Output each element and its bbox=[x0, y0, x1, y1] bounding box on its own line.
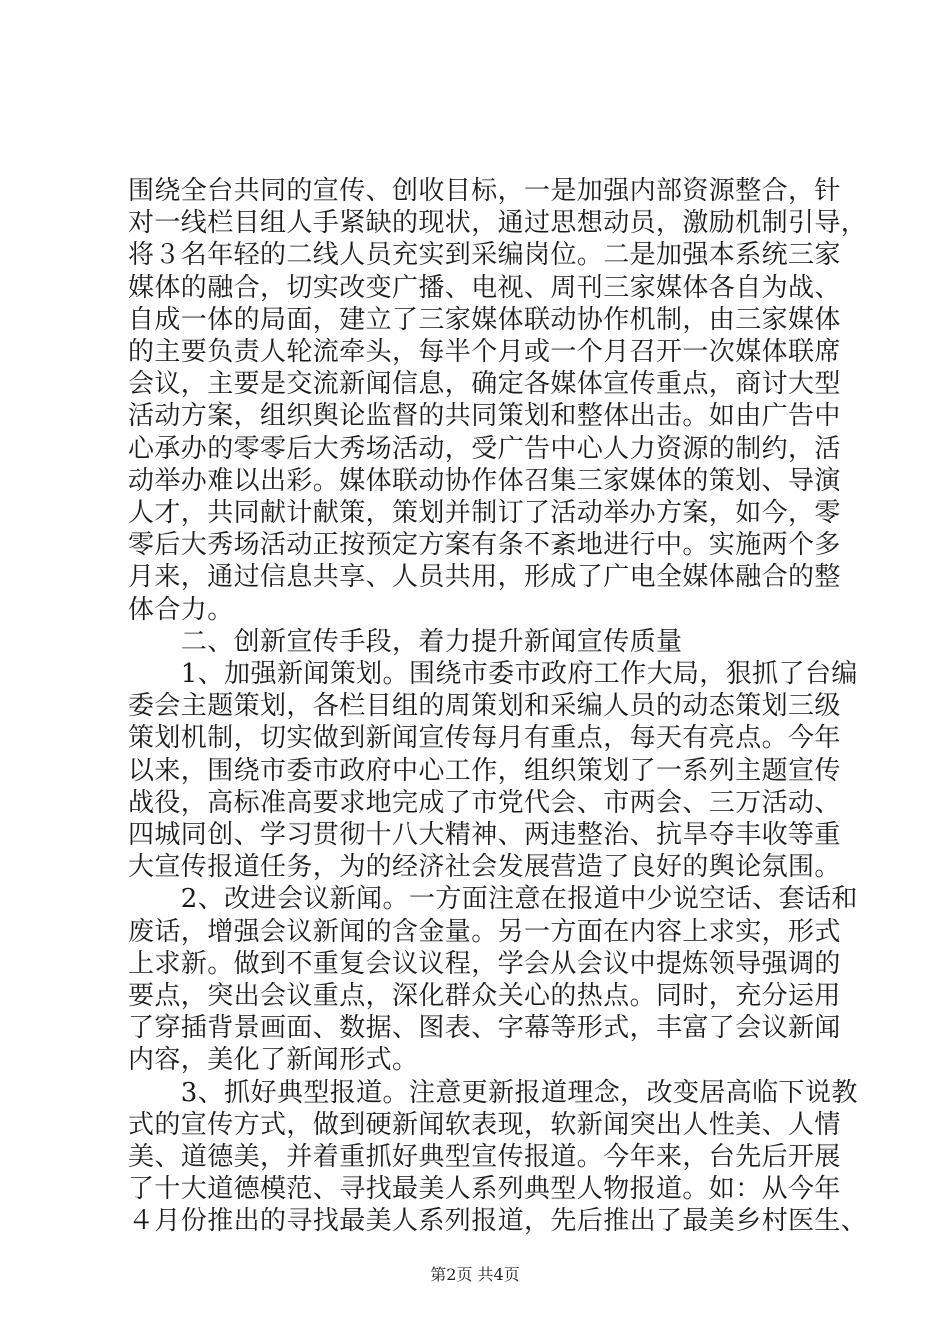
text-line: 3、抓好典型报道。注意更新报道理念，改变居高临下说教 bbox=[128, 1077, 858, 1108]
page-footer: 第2页 共4页 bbox=[430, 1265, 520, 1284]
text-line: 策划机制，切实做到新闻宣传每月有重点，每天有亮点。今年 bbox=[128, 723, 841, 754]
text-line: 废话，增强会议新闻的含金量。另一方面在内容上求实，形式 bbox=[128, 916, 841, 947]
text-line: 委会主题策划，各栏目组的周策划和采编人员的动态策划三级 bbox=[128, 691, 841, 722]
text-line: 大宣传报道任务，为的经济社会发展营造了良好的舆论氛围。 bbox=[128, 852, 841, 883]
text-line: 美、道德美，并着重抓好典型宣传报道。今年来，台先后开展 bbox=[128, 1142, 841, 1172]
text-line: 上求新。做到不重复会议议程，学会从会议中提炼领导强调的 bbox=[128, 948, 841, 979]
text-line: 围绕全台共同的宣传、创收目标，一是加强内部资源整合，针 bbox=[128, 176, 841, 206]
text-line: 心承办的零零后大秀场活动，受广告中心人力资源的制约，活 bbox=[128, 433, 841, 464]
text-line: 内容，美化了新闻形式。 bbox=[128, 1045, 419, 1076]
text-line: 对一线栏目组人手紧缺的现状，通过思想动员，激励机制引导， bbox=[128, 208, 868, 239]
text-line: 人才，共同献计献策，策划并制订了活动举办方案，如今，零 bbox=[128, 498, 841, 528]
text-line: 月来，通过信息共享、人员共用，形成了广电全媒体融合的整 bbox=[128, 562, 841, 593]
text-line: 动举办难以出彩。媒体联动协作体召集三家媒体的策划、导演 bbox=[128, 465, 841, 496]
text-line: 会议，主要是交流新闻信息，确定各媒体宣传重点，商讨大型 bbox=[128, 369, 841, 400]
text-line: 活动方案，组织舆论监督的共同策划和整体出击。如由广告中 bbox=[128, 401, 841, 432]
text-line: 二、创新宣传手段，着力提升新闻宣传质量 bbox=[128, 626, 683, 657]
text-line: 以来，围绕市委市政府中心工作，组织策划了一系列主题宣传 bbox=[128, 755, 841, 786]
text-line: ４月份推出的寻找最美人系列报道，先后推出了最美乡村医生、 bbox=[128, 1206, 868, 1237]
text-line: 式的宣传方式，做到硬新闻软表现，软新闻突出人性美、人情 bbox=[128, 1109, 841, 1140]
text-line: 体合力。 bbox=[128, 594, 234, 625]
text-line: 零后大秀场活动正按预定方案有条不紊地进行中。实施两个多 bbox=[128, 530, 841, 561]
text-line: 2、改进会议新闻。一方面注意在报道中少说空话、套话和 bbox=[128, 884, 858, 915]
text-line: 自成一体的局面，建立了三家媒体联动协作机制，由三家媒体 bbox=[128, 304, 841, 335]
text-line: 了穿插背景画面、数据、图表、字幕等形式，丰富了会议新闻 bbox=[128, 1013, 841, 1044]
text-line: 的主要负责人轮流牵头，每半个月或一个月召开一次媒体联席 bbox=[128, 337, 841, 367]
text-line: 1、加强新闻策划。围绕市委市政府工作大局，狠抓了台编 bbox=[128, 659, 858, 689]
text-line: 要点，突出会议重点，深化群众关心的热点。同时，充分运用 bbox=[128, 981, 841, 1011]
text-line: 媒体的融合，切实改变广播、电视、周刊三家媒体各自为战、 bbox=[128, 272, 841, 303]
text-line: 将３名年轻的二线人员充实到采编岗位。二是加强本系统三家 bbox=[128, 240, 841, 271]
text-line: 四城同创、学习贯彻十八大精神、两违整治、抗旱夺丰收等重 bbox=[128, 820, 841, 850]
text-line: 战役，高标准高要求地完成了市党代会、市两会、三万活动、 bbox=[128, 787, 841, 818]
text-line: 了十大道德模范、寻找最美人系列典型人物报道。如：从今年 bbox=[128, 1174, 841, 1205]
